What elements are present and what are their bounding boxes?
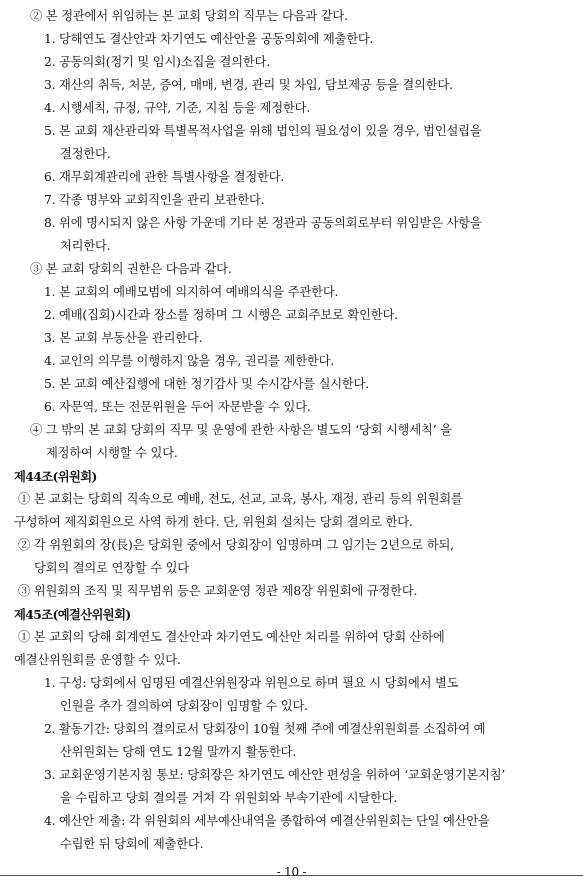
list-item: 4. 예산안 제출: 각 위원회의 세부예산내역을 종합하여 예결산위원회는 단일 예산안을 bbox=[44, 814, 490, 828]
list-item-continuation: 산위원회는 당해 연도 12월 말까지 활동한다. bbox=[60, 745, 297, 759]
article-44-clause-3: ③ 위원회의 조직 및 직무범위 등은 교회운영 정관 제8장 위원회에 규정한다. bbox=[18, 584, 418, 598]
article-45-clause-1-continuation: 예결산위원회를 운영할 수 있다. bbox=[14, 653, 181, 667]
article-44-clause-2: ② 각 위원회의 장(長)은 당회원 중에서 당회장이 임명하며 그 임기는 2년으로 하되, bbox=[18, 538, 454, 552]
article-44-clause-1-continuation: 구성하여 제직회원으로 사역 하게 한다. 단, 위원회 설치는 당회 결의로 한다. bbox=[14, 515, 413, 529]
list-item-continuation: 수립한 뒤 당회에 제출한다. bbox=[60, 837, 204, 851]
article-45-clause-1: ① 본 교회의 당해 회계연도 결산안과 차기연도 예산안 처리를 위하여 당회 산하에 bbox=[18, 630, 445, 644]
list-item-continuation: 처리한다. bbox=[60, 239, 111, 253]
list-item: 1. 당해연도 결산안과 차기연도 예산안을 공동의회에 제출한다. bbox=[44, 32, 374, 46]
list-item: 7. 각종 명부와 교회직인을 관리 보관한다. bbox=[44, 193, 265, 207]
article-44-heading: 제44조(위원회) bbox=[14, 469, 97, 484]
list-item: 3. 교회운영기본지침 통보: 당회장은 차기연도 예산안 편성을 위하여 ‘교회운영기본지침’ bbox=[44, 768, 506, 782]
clause-3-intro: ③ 본 교회 당회의 권한은 다음과 같다. bbox=[30, 262, 232, 276]
list-item-continuation: 결정한다. bbox=[60, 147, 111, 161]
list-item-continuation: 을 수립하고 당회 결의를 거쳐 각 위원회와 부속기관에 시달한다. bbox=[60, 791, 398, 805]
page-number: - 10 - bbox=[276, 865, 307, 879]
list-item: 2. 예배(집회)시간과 장소를 정하며 그 시행은 교회주보로 확인한다. bbox=[44, 308, 398, 322]
list-item: 2. 공동의회(정기 및 임시)소집을 결의한다. bbox=[44, 55, 270, 69]
list-item: 1. 구성: 당회에서 임명된 예결산위원장과 위원으로 하며 필요 시 당회에서 별도 bbox=[44, 676, 459, 690]
clause-2-intro: ② 본 정관에서 위임하는 본 교회 당회의 직무는 다음과 같다. bbox=[30, 9, 348, 23]
list-item: 2. 활동기간: 당회의 결의로서 당회장이 10월 첫째 주에 예결산위원회를 소집하여 예 bbox=[44, 722, 486, 736]
list-item: 6. 자문역, 또는 전문위원을 두어 자문받을 수 있다. bbox=[44, 400, 311, 414]
list-item: 3. 본 교회 부동산을 관리한다. bbox=[44, 331, 203, 345]
list-item: 4. 시행세칙, 규정, 규약, 기준, 지침 등을 제정한다. bbox=[44, 101, 311, 115]
article-44-clause-1: ① 본 교회는 당회의 직속으로 예배, 전도, 선교, 교육, 봉사, 재정, 관리 등의 위원회를 bbox=[18, 492, 463, 506]
article-44-clause-2-continuation: 당회의 결의로 연장할 수 있다 bbox=[34, 561, 189, 575]
list-item: 6. 재무회계관리에 관한 특별사항을 결정한다. bbox=[44, 170, 285, 184]
list-item: 4. 교인의 의무를 이행하지 않을 경우, 권리를 제한한다. bbox=[44, 354, 334, 368]
list-item-continuation: 인원을 추가 결의하여 당회장이 임명할 수 있다. bbox=[60, 699, 308, 713]
list-item: 1. 본 교회의 예배모범에 의지하여 예배의식을 주관한다. bbox=[44, 285, 339, 299]
list-item: 3. 재산의 취득, 처분, 증여, 매매, 변경, 관리 및 차입, 담보제공 등을 결의한다. bbox=[44, 78, 453, 92]
list-item: 5. 본 교회 재산관리와 특별목적사업을 위해 법인의 필요성이 있을 경우, 법인설립을 bbox=[44, 124, 482, 138]
article-45-heading: 제45조(예결산위원회) bbox=[14, 607, 131, 622]
list-item: 8. 위에 명시되지 않은 사항 가운데 기타 본 정관과 공동의회로부터 위임받은 사항을 bbox=[44, 216, 482, 230]
clause-4: ④ 그 밖의 본 교회 당회의 직무 및 운영에 관한 사항은 별도의 ‘당회 시행세칙’ 을 bbox=[30, 423, 452, 437]
list-item: 5. 본 교회 예산집행에 대한 정기감사 및 수시감사를 실시한다. bbox=[44, 377, 370, 391]
clause-4-continuation: 제정하여 시행할 수 있다. bbox=[46, 446, 178, 460]
